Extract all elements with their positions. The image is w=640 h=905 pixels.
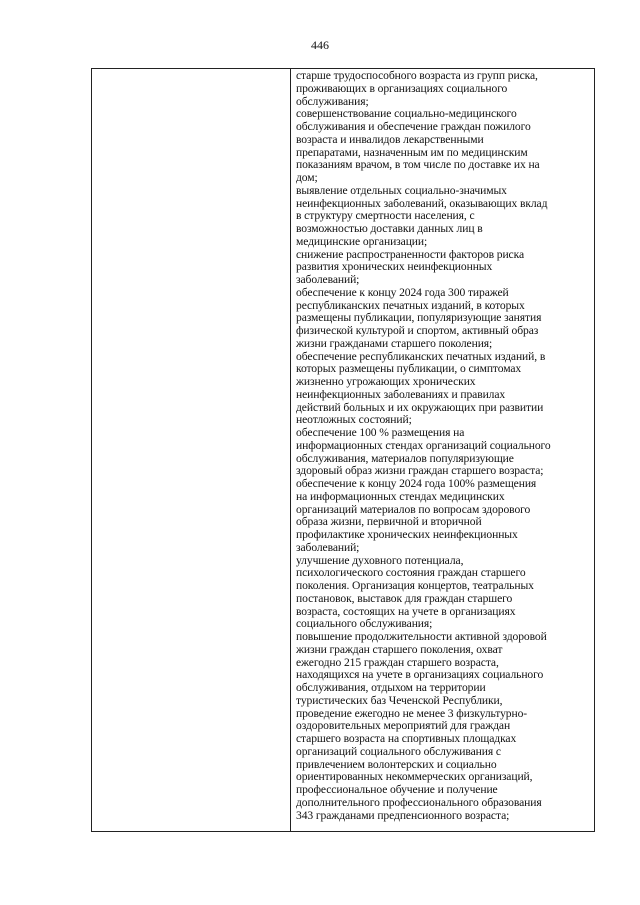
table-right-cell [291, 69, 594, 831]
text-line: выявление отдельных социально-значимых [296, 183, 507, 197]
text-line: совершенствование социально-медицинского [296, 107, 517, 121]
text-line: возраста и инвалидов лекарственными [296, 132, 484, 146]
text-line: ежегодно 215 граждан старшего возраста, [296, 655, 499, 669]
text-line: 343 гражданами предпенсионного возраста; [296, 808, 510, 822]
text-line: старше трудоспособного возраста из групп риска, [296, 69, 538, 82]
text-line: проведение ежегодно не менее 3 физкультурно- [296, 706, 528, 720]
text-line: ориентированных некоммерческих организаций, [296, 770, 533, 784]
text-line: обслуживания, отдыхом на территории [296, 681, 486, 694]
text-line: улучшение духовного потенциала, [296, 553, 464, 567]
text-line: республиканских печатных изданий, в которых [296, 298, 525, 312]
text-line: неотложных состояний; [296, 413, 412, 427]
text-line: жизни граждан старшего поколения, охват [296, 642, 503, 656]
text-line: в структуру смертности населения, с [296, 209, 475, 223]
text-line: находящихся на учете в организациях социального [296, 668, 544, 682]
text-line: развития хронических неинфекционных [296, 260, 493, 274]
table-left-cell [92, 69, 291, 831]
text-line: поколения. Организация концертов, театральных [296, 579, 534, 592]
text-line: заболеваний; [296, 273, 360, 286]
text-line: профессиональное обучение и получение [296, 783, 498, 796]
text-line: социального обслуживания; [296, 617, 433, 631]
text-line: физической культурой и спортом, активный образ [296, 324, 539, 337]
text-line: туристических баз Чеченской Республики, [296, 693, 503, 707]
text-line: обслуживания, материалов популяризующие [296, 451, 514, 465]
text-line: дополнительного профессионального образования [296, 795, 542, 809]
text-line: неинфекционных заболеваний, оказывающих вклад [296, 196, 548, 210]
text-line: оздоровительных мероприятий для граждан [296, 719, 511, 733]
text-line: снижение распространенности факторов риска [296, 247, 525, 261]
text-line: дом; [296, 171, 318, 184]
text-line: заболеваний; [296, 540, 360, 554]
text-line: обеспечение 100 % размещения на [296, 426, 465, 439]
text-line: постановок, выставок для граждан старшего [296, 591, 513, 605]
text-line: обслуживания; [296, 94, 369, 108]
text-line: профилактике хронических неинфекционных [296, 528, 518, 541]
text-line: повышение продолжительности активной здоровой [296, 630, 547, 643]
page-number: 446 [311, 38, 329, 52]
text-line: информационных стендах организаций социального [296, 438, 551, 452]
text-line: привлечением волонтерских и социально [296, 757, 497, 771]
text-line: медицинские организации; [296, 234, 428, 248]
text-line: образа жизни, первичной и вторичной [296, 515, 482, 529]
text-line: старшего возраста на спортивных площадках [296, 732, 517, 745]
text-line: которых размещены публикации, о симптомах [296, 362, 522, 376]
text-line: обеспечение к концу 2024 года 100% размещения [296, 477, 537, 490]
text-line: жизни гражданами старшего поколения; [296, 336, 493, 350]
text-line: здоровый образ жизни граждан старшего возраста; [296, 464, 544, 478]
text-line: жизненно угрожающих хронических [296, 375, 476, 388]
text-line: обеспечение к концу 2024 года 300 тиражей [296, 285, 509, 299]
text-line: возраста, состоящих на учете в организациях [296, 604, 516, 618]
text-line: действий больных и их окружающих при развитии [296, 400, 544, 414]
text-line: препаратами, назначенным им по медицинским [296, 145, 528, 159]
text-line: организаций материалов по вопросам здорового [296, 502, 531, 516]
text-line: показаниям врачом, в том числе по доставке их на [296, 158, 540, 172]
text-line: организаций социального обслуживания с [296, 744, 501, 758]
text-line: обеспечение республиканских печатных изданий, в [296, 349, 546, 363]
text-line: на информационных стендах медицинских [296, 489, 505, 503]
text-line: психологического состояния граждан старшего [296, 566, 526, 580]
text-line: возможностью доставки данных лиц в [296, 222, 483, 235]
text-line: обслуживания и обеспечение граждан пожилого [296, 120, 531, 133]
text-line: размещены публикации, популяризующие занятия [296, 311, 542, 325]
document-table [91, 68, 595, 832]
text-line: неинфекционных заболеваниях и правилах [296, 387, 506, 401]
text-line: проживающих в организациях социального [296, 81, 508, 95]
